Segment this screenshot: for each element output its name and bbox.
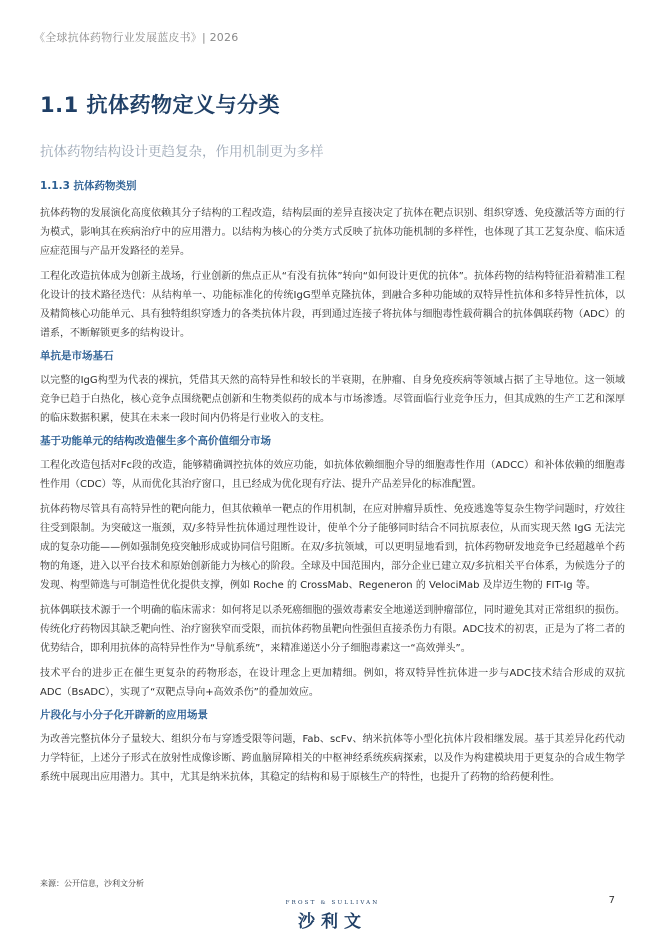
running-header: 《全球抗体药物行业发展蓝皮书》| 2026: [34, 31, 239, 44]
section-number-heading: 1.1.3 抗体药物类别: [40, 180, 137, 192]
paragraph: 为改善完整抗体分子量较大、组织分布与穿透受限等问题，Fab、scFv、纳米抗体等小型化抗体片段相继发展。基于其差异化药代动力学特征，上述分子形式在放射性成像诊断、跨血脑屏障相关的中枢神经系统疾病探索，以及作为构建模块用于更复杂的合成生物学系统中展现出应用潜力。其中，尤其是纳米抗体，其稳定的结构和易于原核生产的特性，也提升了药物的给药便利性。: [40, 734, 625, 783]
page-number: 7: [608, 895, 615, 906]
paragraph: 工程化改造抗体成为创新主战场，行业创新的焦点正从“有没有抗体”转向“如何设计更优的抗体”。抗体药物的结构特征沿着精准工程化设计的技术路径迭代：从结构单一、功能标准化的传统IgG型单克隆抗体，到融合多种功能域的双特异性抗体和多特异性抗体，以及精简核心功能单元、具有独特组织穿透力的各类抗体片段，再到通过连接子将抗体与细胞毒性载荷耦合的抗体偶联药物（ADC）的谱系，不断解锁更多的结构设计。: [40, 271, 625, 339]
frost-sullivan-logo: [0, 900, 665, 932]
section-heading: 单抗是市场基石: [40, 350, 114, 362]
logo-english-text: FROST & SULLIVAN: [285, 900, 380, 906]
section-heading: 基于功能单元的结构改造催生多个高价值细分市场: [40, 435, 271, 447]
section-heading: 片段化与小分子化开辟新的应用场景: [40, 709, 208, 721]
paragraph: 以完整的IgG构型为代表的裸抗，凭借其天然的高特异性和较长的半衰期，在肿瘤、自身免疫疾病等领域占据了主导地位。这一领域竞争已趋于白热化，核心竞争点围绕靶点创新和生物类似药的成本与市场渗透。尽管面临行业竞争压力，但其成熟的生产工艺和深厚的临床数据积累，使其在未来一段时间内仍将是行业收入的支柱。: [40, 375, 625, 424]
source-note: 来源：公开信息，沙利文分析: [40, 879, 144, 888]
paragraph: 抗体药物的发展演化高度依赖其分子结构的工程改造，结构层面的差异直接决定了抗体在靶点识别、组织穿透、免疫激活等方面的行为模式，影响其在疾病治疗中的应用潜力。以结构为核心的分类方式反映了抗体功能机制的多样性，也体现了其工艺复杂度、临床适应症范围与产品开发路径的差异。: [40, 208, 625, 257]
logo-chinese-text: 沙利文: [298, 912, 367, 932]
paragraph: 工程化改造包括对Fc段的改造，能够精确调控抗体的效应功能，如抗体依赖细胞介导的细胞毒性作用（ADCC）和补体依赖的细胞毒性作用（CDC）等，从而优化其治疗窗口，且已经成为优化现有疗法、提升产品差异化的标准配置。: [40, 460, 625, 490]
paragraph: 技术平台的进步正在催生更复杂的药物形态，在设计理念上更加精细。例如，将双特异性抗体进一步与ADC技术结合形成的双抗 ADC（BsADC），实现了“双靶点导向+高效杀伤”的叠加效应。: [40, 668, 625, 698]
paragraph: 抗体偶联技术源于一个明确的临床需求：如何将足以杀死癌细胞的强效毒素安全地递送到肿瘤部位，同时避免其对正常组织的损伤。传统化疗药物因其缺乏靶向性、治疗窗狭窄而受限，而抗体药物虽靶向性强但直接杀伤力有限。ADC技术的初衷，正是为了将二者的优势结合，即利用抗体的高特异性作为“导航系统”，来精准递送小分子细胞毒素这一“高效弹头”。: [40, 605, 625, 654]
paragraph: 抗体药物尽管具有高特异性的靶向能力，但其依赖单一靶点的作用机制，在应对肿瘤异质性、免疫逃逸等复杂生物学问题时，疗效往往受到限制。为突破这一瓶颈，双/多特异性抗体通过理性设计，使单个分子能够同时结合不同抗原表位，从而实现天然 IgG 无法完成的复杂功能——例如强制免疫突触形成或协同信号阻断。在双/多抗领域，可以更明显地看到，抗体药物研发地竞争已经超越单个药物的角逐，进入以平台技术和原始创新能力为核心的阶段。全球及中国范围内，部分企业已建立双/多抗相关平台体系，为候选分子的发现、构型筛选与可制造性优化提供支撑，例如 Roche 的 CrossMab、Regeneron 的 VelociMab 及岸迈生物的 FIT-Ig 等。: [40, 504, 625, 591]
page-title: 1.1 抗体药物定义与分类: [40, 93, 281, 117]
page-subtitle: 抗体药物结构设计更趋复杂，作用机制更为多样: [40, 144, 324, 160]
body-content: [40, 179, 625, 793]
